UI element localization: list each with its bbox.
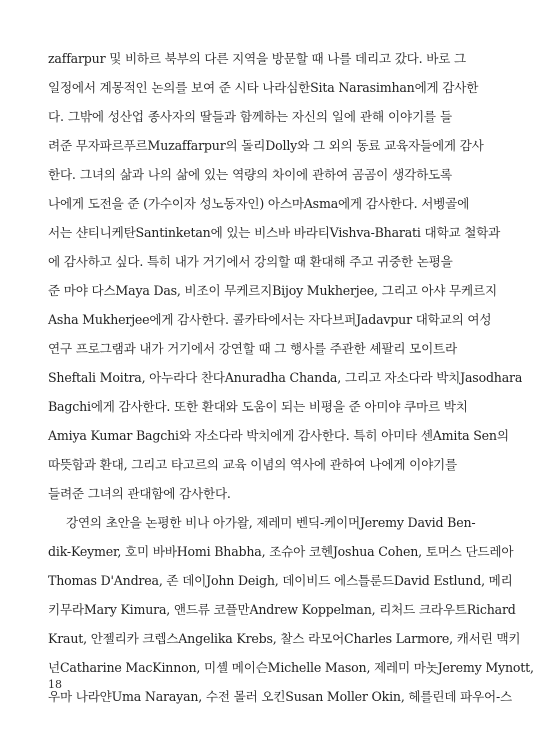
text-line: 키무라Mary Kimura, 앤드류 코플만Andrew Koppelman, 리처드 크라우트Richard (48, 602, 516, 617)
text-line: 넌Catharine MacKinnon, 미셸 메이슨Michelle Mason, 제레미 마놋Jeremy Mynott, (48, 660, 534, 675)
page-number: 18 (48, 678, 62, 691)
text-line: Asha Mukherjee에게 감사한다. 콜카타에서는 자다브퍼Jadavpur 대학교의 여성 (48, 312, 492, 327)
text-line: 일정에서 계몽적인 논의를 보여 준 시타 나라심한Sita Narasimhan에게 감사한 (48, 80, 479, 95)
text-line: Bagchi에게 감사한다. 또한 환대와 도움이 되는 비평을 준 아미야 쿠마르 박치 (48, 399, 468, 414)
text-line: 한다. 그녀의 삶과 나의 삶에 있는 역량의 차이에 관하여 곰곰이 생각하도록 (48, 167, 452, 182)
text-line: Amiya Kumar Bagchi와 자소다라 박치에게 감사한다. 특히 아미타 센Amita Sen의 (48, 428, 509, 443)
text-line: 려준 무자파르푸르Muzaffarpur의 돌리Dolly와 그 외의 동료 교육자들에게 감사 (48, 138, 484, 153)
text-line: 나에게 도전을 준 (가수이자 성노동자인) 아스마Asma에게 감사한다. 서벵골에 (48, 196, 470, 211)
paragraph-1 (48, 44, 523, 508)
text-line: Kraut, 안젤리카 크렙스Angelika Krebs, 찰스 라모어Charles Larmore, 캐서린 맥키 (48, 631, 521, 646)
paragraph-2 (48, 508, 534, 711)
text-line: 들려준 그녀의 관대함에 감사한다. (48, 486, 231, 501)
text-line: 서는 샨티니케탄Santinketan에 있는 비스바 바라티Vishva-Bharati 대학교 철학과 (48, 225, 501, 240)
text-line: 다. 그밖에 성산업 종사자의 딸들과 함께하는 자신의 일에 관해 이야기를 들 (48, 109, 452, 124)
text-line: 연구 프로그램과 내가 거기에서 강연할 때 그 행사를 주관한 셰팔리 모이트라 (48, 341, 457, 356)
text-line: 따뜻함과 환대, 그리고 타고르의 교육 이념의 역사에 관하여 나에게 이야기를 (48, 457, 457, 472)
text-line: zaffarpur 및 비하르 북부의 다른 지역을 방문할 때 나를 데리고 갔다. 바로 그 (48, 51, 466, 66)
body-text (48, 44, 534, 711)
text-line: 준 마야 다스Maya Das, 비조이 무케르지Bijoy Mukherjee, 그리고 아샤 무케르지 (48, 283, 497, 298)
text-line: dik-Keymer, 호미 바바Homi Bhabha, 조슈아 코헨Joshua Cohen, 토머스 단드레아 (48, 544, 514, 559)
text-line: Sheftali Moitra, 아누라다 찬다Anuradha Chanda, 그리고 자소다라 박치Jasodhara (48, 370, 523, 385)
text-line: 우마 나라얀Uma Narayan, 수전 몰러 오킨Susan Moller Okin, 헤를린데 파우어-스 (48, 689, 513, 704)
text-line: Thomas D'Andrea, 존 데이John Deigh, 데이비드 에스틀룬드David Estlund, 메리 (48, 573, 513, 588)
text-line: 에 감사하고 싶다. 특히 내가 거기에서 강의할 때 환대해 주고 귀중한 논평을 (48, 254, 453, 269)
text-line: 강연의 초안을 논평한 비나 아가왈, 제레미 벤딕-케이머Jeremy David Ben- (66, 515, 476, 530)
